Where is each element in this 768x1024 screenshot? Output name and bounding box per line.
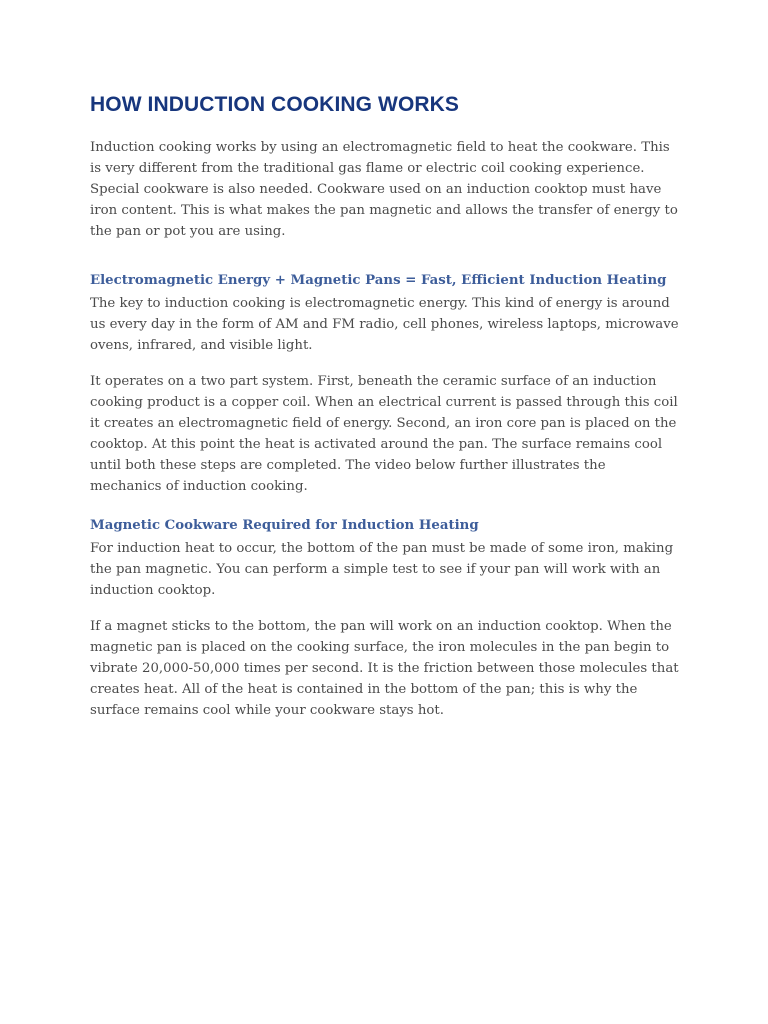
page-title: HOW INDUCTION COOKING WORKS	[90, 93, 460, 116]
section-heading: Electromagnetic Energy + Magnetic Pans = Fast, Efficient Induction Heating	[90, 273, 667, 288]
section-electromagnetic-energy	[90, 270, 680, 497]
section-paragraph: The key to induction cooking is electromagnetic energy. This kind of energy is around us every day in the form of AM and FM radio, cell phones, wireless laptops, microwave ovens, infrared, and visible light.	[90, 296, 679, 353]
section-paragraph: It operates on a two part system. First, beneath the ceramic surface of an induction cooking product is a copper coil. When an electrical current is passed through this coil it creates an electromagnetic field of energy. Second, an iron core pan is placed on the cooktop. At this point the heat is activated around the pan. The surface remains cool until both these steps are completed. The video below further illustrates the mechanics of induction cooking.	[90, 374, 678, 494]
section-paragraph: If a magnet sticks to the bottom, the pan will work on an induction cooktop. When the magnetic pan is placed on the cooking surface, the iron molecules in the pan begin to vibrate 20,000-50,000 times per second. It is the friction between those molecules that creates heat. All of the heat is contained in the bottom of the pan; this is why the surface remains cool while your cookware stays hot.	[90, 619, 679, 718]
document-page	[90, 91, 680, 739]
section-paragraph: For induction heat to occur, the bottom of the pan must be made of some iron, making the pan magnetic. You can perform a simple test to see if your pan will work with an induction cooktop.	[90, 541, 674, 598]
section-magnetic-cookware	[90, 515, 680, 721]
section-heading: Magnetic Cookware Required for Induction Heating	[90, 518, 479, 533]
intro-paragraph: Induction cooking works by using an electromagnetic field to heat the cookware. This is very different from the traditional gas flame or electric coil cooking experience. Special cookware is also needed. Cookware used on an induction cooktop must have iron content. This is what makes the pan magnetic and allows the transfer of energy to the pan or pot you are using.	[90, 140, 678, 239]
